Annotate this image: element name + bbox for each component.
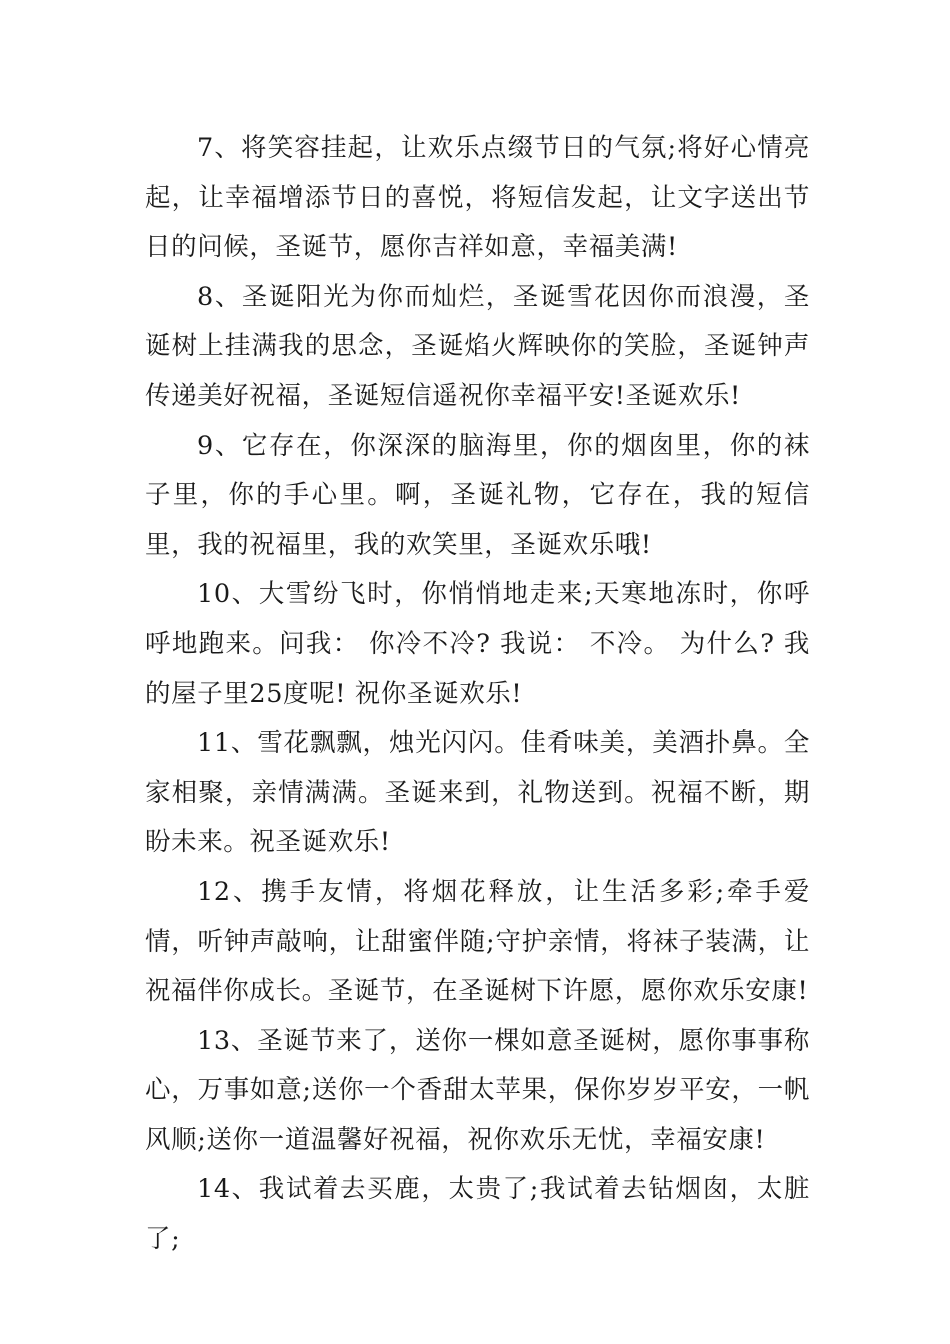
- paragraph-8: 8、圣诞阳光为你而灿烂，圣诞雪花因你而浪漫，圣诞树上挂满我的思念，圣诞焰火辉映你的笑脸，圣诞钟声传递美好祝福，圣诞短信遥祝你幸福平安!圣诞欢乐!: [145, 281, 810, 411]
- paragraph-14: 14、我试着去买鹿，太贵了;我试着去钻烟囱，太脏了;: [145, 1174, 810, 1255]
- paragraph-10: 10、大雪纷飞时，你悄悄地走来;天寒地冻时，你呼呼地跑来。问我： 你冷不冷? 我说： 不冷。 为什么? 我的屋子里25度呢! 祝你圣诞欢乐!: [145, 579, 810, 709]
- paragraph-13: 13、圣诞节来了，送你一棵如意圣诞树，愿你事事称心，万事如意;送你一个香甜太苹果，保你岁岁平安，一帆风顺;送你一道温馨好祝福，祝你欢乐无忧，幸福安康!: [145, 1025, 810, 1155]
- paragraph-7: 7、将笑容挂起，让欢乐点缀节日的气氛;将好心情亮起，让幸福增添节日的喜悦，将短信发起，让文字送出节日的问候，圣诞节，愿你吉祥如意，幸福美满!: [145, 133, 810, 263]
- paragraph-12: 12、携手友情，将烟花释放，让生活多彩;牵手爱情，听钟声敲响，让甜蜜伴随;守护亲情，将袜子装满，让祝福伴你成长。圣诞节，在圣诞树下许愿，愿你欢乐安康!: [145, 876, 810, 1007]
- paragraph-11: 11、雪花飘飘，烛光闪闪。佳肴味美，美酒扑鼻。全家相聚，亲情满满。圣诞来到，礼物送到。祝福不断，期盼未来。祝圣诞欢乐!: [145, 728, 810, 858]
- paragraph-9: 9、它存在，你深深的脑海里，你的烟囱里，你的袜子里，你的手心里。啊，圣诞礼物，它存在，我的短信里，我的祝福里，我的欢笑里，圣诞欢乐哦!: [145, 430, 810, 560]
- document-body: [145, 124, 810, 1265]
